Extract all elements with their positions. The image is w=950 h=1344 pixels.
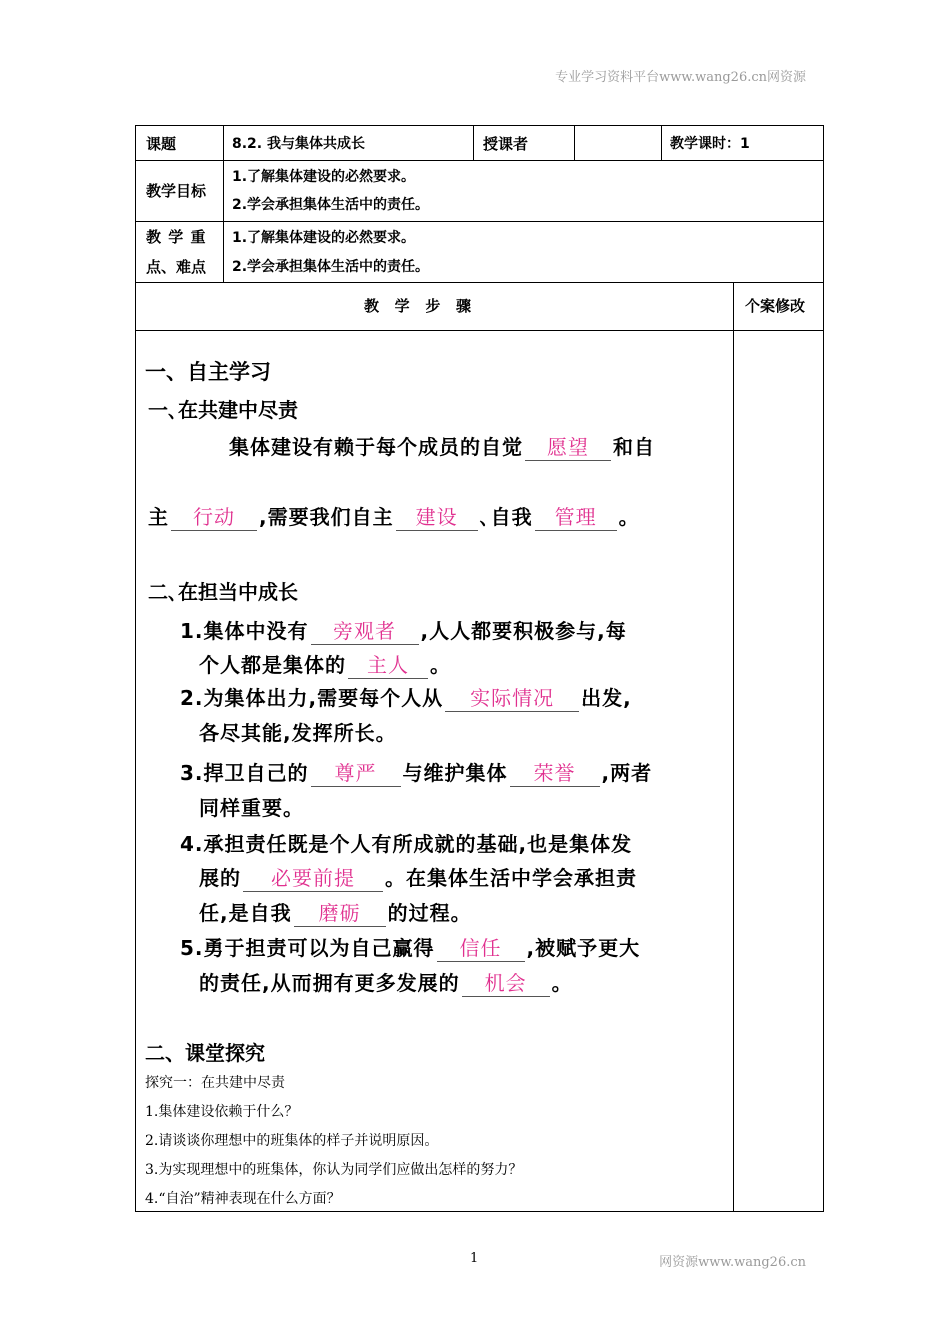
- answer-blank: 机会: [462, 967, 550, 997]
- footer-watermark: 网资源www.wang26.cn: [659, 1255, 806, 1270]
- question-item: 4.“自治”精神表现在什么方面？: [145, 1191, 341, 1207]
- subsection-title: 二､在担当中成长: [148, 580, 298, 604]
- answer-blank: 愿望: [525, 431, 611, 461]
- row-divider: [136, 160, 823, 161]
- question-item: 2.请谈谈你理想中的班集体的样子并说明原因。: [145, 1133, 439, 1149]
- answer-blank: 磨砺: [294, 897, 386, 927]
- answer-blank: 信任: [437, 932, 525, 962]
- col-divider: [223, 126, 224, 282]
- section-class-inquiry-title: 二、课堂探究: [145, 1041, 265, 1065]
- answer-blank: 主人: [348, 649, 428, 679]
- answer-blank: 行动: [171, 501, 257, 531]
- answer-blank: 必要前提: [243, 862, 383, 892]
- answer-blank: 实际情况: [445, 682, 579, 712]
- answer-blank: 管理: [535, 501, 617, 531]
- label-key-points-line2: 点、难点: [146, 258, 207, 276]
- key-point-item: 1.了解集体建设的必然要求。: [232, 230, 416, 246]
- item-4-line3: 任,是自我 磨砺 的过程。: [199, 897, 472, 927]
- col-divider: [661, 126, 662, 160]
- item-2-line2: 各尽其能,发挥所长。: [199, 721, 397, 745]
- topic-value: 8.2. 我与集体共成长: [232, 136, 365, 152]
- answer-blank: 荣誉: [510, 757, 600, 787]
- case-revision-label: 个案修改: [745, 297, 806, 315]
- answer-blank: 尊严: [311, 757, 401, 787]
- teaching-steps-label: 教 学 步 骤: [364, 297, 471, 315]
- item-4-line1: 4.承担责任既是个人有所成就的基础,也是集体发: [180, 832, 633, 856]
- item-2-line1: 2.为集体出力,需要每个人从 实际情况 出发,: [180, 682, 632, 712]
- page-number: 1: [470, 1251, 479, 1266]
- question-item: 1.集体建设依赖于什么？: [145, 1104, 299, 1120]
- label-teacher: 授课者: [483, 135, 529, 153]
- label-key-points-line1: 教 学 重: [146, 228, 207, 246]
- col-divider: [473, 126, 474, 160]
- row-divider: [136, 221, 823, 222]
- lesson-plan-table: [135, 125, 824, 1212]
- answer-blank: 旁观者: [311, 615, 419, 645]
- fill-paragraph-line1: 集体建设有赖于每个成员的自觉 愿望 和自: [229, 431, 655, 461]
- label-hours: 教学课时：1: [670, 136, 750, 152]
- item-1-line1: 1.集体中没有 旁观者 ,人人都要积极参与,每: [180, 615, 627, 645]
- answer-blank: 建设: [396, 501, 478, 531]
- item-1-line2: 个人都是集体的 主人 。: [199, 649, 451, 679]
- question-item: 3.为实现理想中的班集体，你认为同学们应做出怎样的努力？: [145, 1162, 523, 1178]
- subsection-title: 一､在共建中尽责: [148, 398, 298, 422]
- label-topic: 课题: [146, 135, 177, 153]
- item-3-line2: 同样重要。: [199, 796, 304, 820]
- item-3-line1: 3.捍卫自己的 尊严 与维护集体 荣誉 ,两者: [180, 757, 652, 787]
- section-self-study-title: 一、自主学习: [145, 360, 271, 384]
- fill-paragraph-line2: 主 行动 ,需要我们自主 建设 ､自我 管理 。: [148, 501, 640, 531]
- item-4-line2: 展的 必要前提 。在集体生活中学会承担责: [199, 862, 637, 892]
- item-5-line1: 5.勇于担责可以为自己赢得 信任 ,被赋予更大: [180, 932, 640, 962]
- header-watermark: 专业学习资料平台www.wang26.cn网资源: [555, 70, 806, 85]
- row-divider: [136, 282, 823, 283]
- inquiry-title: 探究一：在共建中尽责: [145, 1075, 285, 1091]
- objective-item: 2.学会承担集体生活中的责任。: [232, 197, 430, 213]
- objective-item: 1.了解集体建设的必然要求。: [232, 169, 416, 185]
- item-5-line2: 的责任,从而拥有更多发展的 机会 。: [199, 967, 573, 997]
- label-objectives: 教学目标: [146, 182, 207, 200]
- col-divider: [733, 282, 734, 1212]
- col-divider: [574, 126, 575, 160]
- key-point-item: 2.学会承担集体生活中的责任。: [232, 259, 430, 275]
- teaching-content: [136, 331, 733, 1211]
